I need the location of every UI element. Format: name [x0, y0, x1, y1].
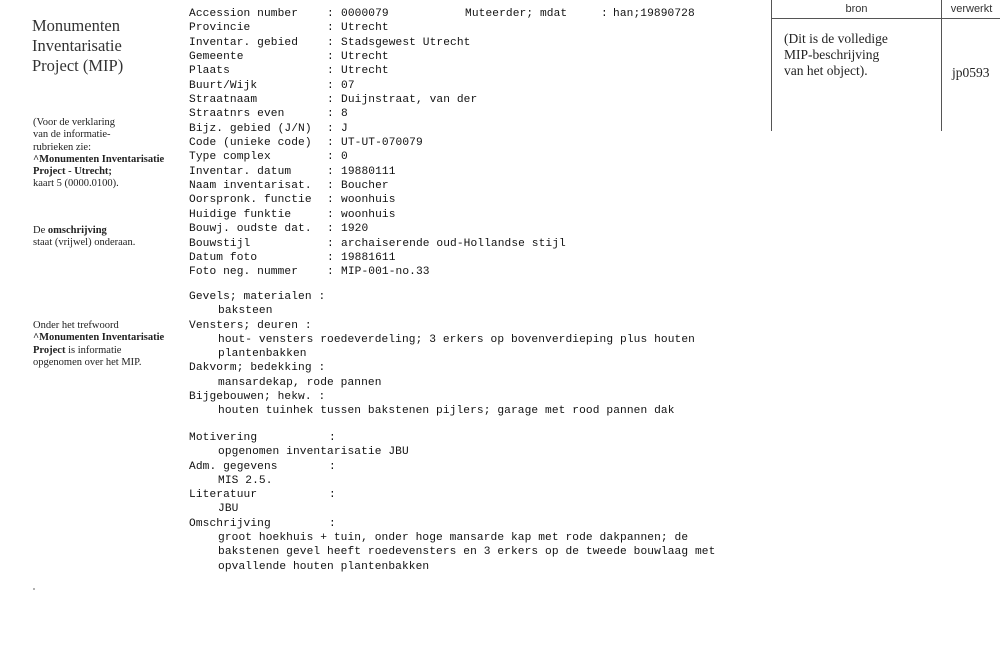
section-heading [189, 361, 789, 375]
section-heading-text: Omschrijving [189, 517, 271, 530]
field-separator: : [327, 151, 334, 164]
processed-code: jp0593 [952, 65, 990, 80]
field-label: Huidige funktie [189, 208, 292, 221]
field-label: Straatnrs even [189, 108, 285, 121]
section-text: baksteen [218, 305, 273, 318]
field-value: UT-UT-070079 [341, 137, 423, 150]
field-separator: : [327, 108, 334, 121]
field-separator: : [327, 165, 334, 178]
field-value: Utrecht [341, 65, 389, 78]
field-value: Utrecht [341, 51, 389, 64]
section-heading [189, 290, 789, 304]
source-description [784, 31, 939, 79]
section-text: hout- vensters roedeverdeling; 3 erkers op bovenverdieping plus houten [218, 333, 695, 346]
source-table [771, 0, 1000, 131]
field-separator: : [329, 432, 336, 444]
section-heading [189, 460, 789, 474]
source-table-header [772, 0, 1000, 19]
field-separator: : [327, 251, 334, 264]
section-text: groot hoekhuis + tuin, onder hoge mansarde kap met rode dakpannen; de [218, 532, 689, 545]
field-value: MIP-001-no.33 [341, 266, 430, 279]
note-line: (Voor de verklaring [33, 117, 116, 128]
description-location-note [33, 225, 183, 250]
field-value: archaiserende oud-Hollandse stijl [341, 237, 566, 250]
keyword-note [33, 320, 183, 369]
note-bold-line: ^Monumenten Inventarisatie [33, 153, 165, 165]
field-separator: : [327, 94, 334, 107]
title-line: Monumenten [32, 16, 120, 35]
section-heading-text: Bijgebouwen; hekw. : [189, 391, 326, 404]
field-label: Accession number [189, 8, 299, 20]
section-heading [189, 431, 789, 445]
section-text: houten tuinhek tussen bakstenen pijlers; garage met rood pannen dak [218, 405, 675, 418]
field-separator: : [327, 36, 334, 49]
section-text: plantenbakken [218, 348, 307, 361]
field-separator: : [327, 65, 334, 78]
note-line: kaart 5 (0000.0100). [33, 178, 119, 190]
note-line: opgenomen over het MIP. [33, 356, 142, 368]
field-label: Naam inventarisat. [189, 180, 312, 193]
description-line: MIP-beschrijving [784, 47, 880, 62]
field-label: Buurt/Wijk [189, 79, 258, 92]
field-label: Foto neg. nummer [189, 266, 299, 279]
field-label: Type complex [189, 151, 271, 164]
field-label: Provincie [189, 22, 251, 35]
field-separator: : [327, 208, 334, 221]
field-value: 8 [341, 108, 348, 121]
document-title [32, 16, 172, 76]
header-bron: bron [845, 3, 868, 15]
field-value: Stadsgewest Utrecht [341, 36, 471, 49]
field-separator: : [601, 8, 608, 20]
section-heading [189, 517, 789, 531]
note-bold-line: ^Monumenten Inventarisatie [33, 332, 165, 344]
field-separator: : [327, 8, 334, 20]
section-text: opvallende houten plantenbakken [218, 560, 430, 573]
note-line: rubrieken zie: [33, 141, 92, 153]
note-line: staat (vrijwel) onderaan. [33, 237, 136, 249]
section-text: bakstenen gevel heeft roedevensters en 3 erkers op de tweede bouwlaag met [218, 546, 716, 559]
field-label: Oorspronk. functie [189, 194, 312, 207]
field-label: Bouwj. oudste dat. [189, 223, 312, 236]
section-heading-text: Vensters; deuren : [189, 319, 312, 332]
field-separator: : [327, 194, 334, 207]
description-line: (Dit is de volledige [784, 31, 888, 46]
field-value: J [341, 122, 348, 135]
section-text: opgenomen inventarisatie JBU [218, 446, 409, 459]
field-value: woonhuis [341, 194, 396, 207]
field-label: Bouwstijl [189, 237, 251, 250]
field-value: 07 [341, 79, 355, 92]
motivation-details [189, 431, 789, 574]
field-separator: : [327, 266, 334, 279]
section-heading-text: Dakvorm; bedekking : [189, 362, 326, 375]
field-value: Duijnstraat, van der [341, 94, 478, 107]
field-separator: : [327, 51, 334, 64]
field-label: Inventar. datum [189, 165, 292, 178]
field-value: Utrecht [341, 22, 389, 35]
section-heading [189, 390, 789, 404]
field-value: 0000079 [341, 8, 389, 20]
note-bold: omschrijving [47, 225, 107, 236]
field-separator: : [327, 137, 334, 150]
column-divider [941, 0, 942, 131]
field-label: Code (unieke code) [189, 137, 312, 150]
mutator-value: han;19890728 [613, 8, 695, 20]
section-heading-text: Gevels; materialen : [189, 291, 326, 303]
field-label: Inventar. gebied [189, 36, 299, 49]
section-heading-text: Literatuur [189, 489, 258, 502]
field-separator: : [329, 517, 336, 530]
field-separator: : [327, 22, 334, 35]
field-value: 1920 [341, 223, 369, 236]
title-line: Project (MIP) [32, 56, 124, 75]
speck [33, 588, 35, 590]
note-bold-line: Project - Utrecht; [33, 166, 112, 178]
building-details [189, 290, 789, 419]
field-value: 0 [341, 151, 348, 164]
field-label: Gemeente [189, 51, 244, 64]
field-value: woonhuis [341, 208, 396, 221]
field-separator: : [327, 237, 334, 250]
field-label: Bijz. gebied (J/N) [189, 122, 312, 135]
section-text: mansardekap, rode pannen [218, 376, 382, 389]
section-text: MIS 2.5. [218, 474, 273, 487]
note-prefix: De [33, 225, 48, 236]
explanation-note [33, 117, 183, 191]
note-line: van de informatie- [33, 129, 111, 141]
note-text: is informatie [65, 344, 122, 356]
field-value: 19880111 [341, 165, 396, 178]
section-heading-text: Adm. gegevens [189, 460, 278, 473]
field-label: Straatnaam [189, 94, 258, 107]
section-heading-text: Motivering [189, 432, 258, 444]
field-separator: : [327, 122, 334, 135]
field-label: Plaats [189, 65, 230, 78]
field-separator: : [327, 180, 334, 193]
header-verwerkt: verwerkt [950, 3, 993, 15]
section-text: JBU [218, 503, 239, 516]
note-bold: Project [33, 344, 66, 356]
field-label: Datum foto [189, 251, 258, 264]
field-separator: : [329, 460, 336, 473]
note-line: Onder het trefwoord [33, 320, 119, 331]
section-heading [189, 488, 789, 502]
field-value: Boucher [341, 180, 389, 193]
field-separator: : [329, 489, 336, 502]
section-heading [189, 319, 789, 333]
field-separator: : [327, 79, 334, 92]
field-separator: : [327, 223, 334, 236]
mutator-label: Muteerder; mdat [465, 8, 568, 20]
title-line: Inventarisatie [32, 36, 122, 55]
description-line: van het object). [784, 63, 868, 78]
field-value: 19881611 [341, 251, 396, 264]
